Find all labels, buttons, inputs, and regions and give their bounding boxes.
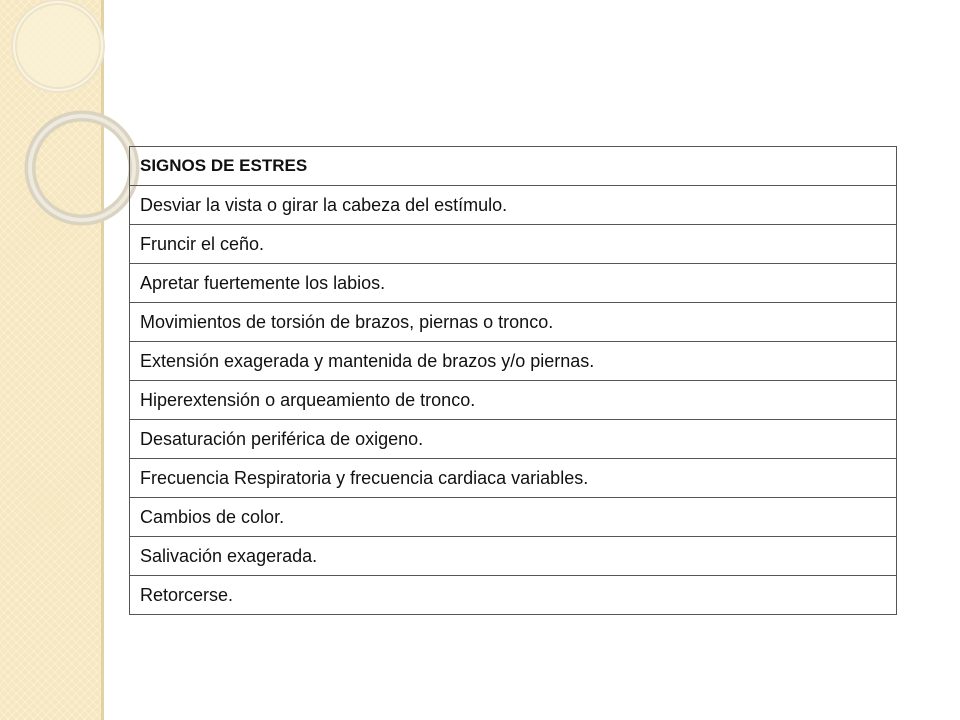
table-cell: Fruncir el ceño. — [130, 225, 897, 264]
table-cell: Desaturación periférica de oxigeno. — [130, 420, 897, 459]
table-row — [130, 186, 897, 225]
table-row — [130, 264, 897, 303]
table-header-row — [130, 147, 897, 186]
table-cell: Retorcerse. — [130, 576, 897, 615]
table-header-cell: SIGNOS DE ESTRES — [130, 147, 897, 186]
table-cell: Apretar fuertemente los labios. — [130, 264, 897, 303]
table-cell: Frecuencia Respiratoria y frecuencia cardiaca variables. — [130, 459, 897, 498]
table-row — [130, 225, 897, 264]
table-row — [130, 381, 897, 420]
table-row — [130, 537, 897, 576]
table-row — [130, 459, 897, 498]
table-cell: Salivación exagerada. — [130, 537, 897, 576]
table-row — [130, 342, 897, 381]
table-row — [130, 420, 897, 459]
table-row — [130, 576, 897, 615]
table-row — [130, 303, 897, 342]
table-cell: Extensión exagerada y mantenida de brazos y/o piernas. — [130, 342, 897, 381]
table-row — [130, 498, 897, 537]
table-cell: Desviar la vista o girar la cabeza del estímulo. — [130, 186, 897, 225]
stress-signs-table — [129, 146, 897, 615]
table-cell: Hiperextensión o arqueamiento de tronco. — [130, 381, 897, 420]
table-cell: Movimientos de torsión de brazos, piernas o tronco. — [130, 303, 897, 342]
table-cell: Cambios de color. — [130, 498, 897, 537]
